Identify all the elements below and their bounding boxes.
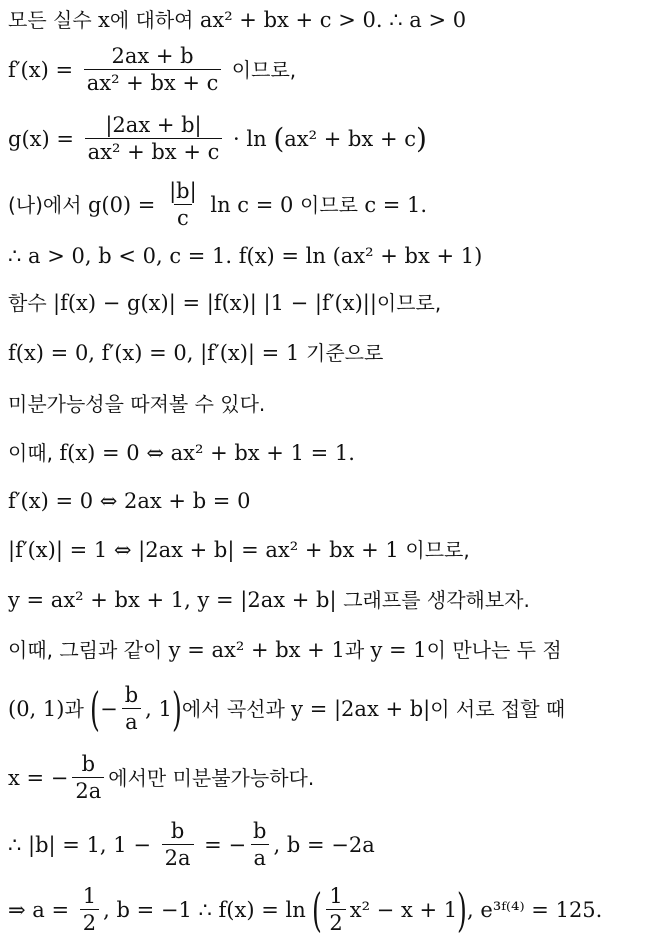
korean-text: 에서 곡선과 bbox=[181, 697, 292, 721]
korean-text: 에 대하여 bbox=[109, 8, 200, 32]
fraction bbox=[162, 821, 194, 869]
math-expression: · ln bbox=[226, 126, 274, 151]
fraction-numerator: b bbox=[124, 683, 139, 707]
korean-text: 이때, bbox=[8, 441, 60, 465]
math-expression: g(0) = bbox=[87, 192, 163, 217]
fraction-numerator: b bbox=[253, 819, 267, 843]
math-expression: f(x) = 0, f′(x) = 0, |f′(x)| = 1 bbox=[8, 340, 306, 365]
large-parenthesis: ( bbox=[90, 682, 101, 736]
math-expression: y = |2ax + b| bbox=[291, 696, 431, 721]
fraction bbox=[84, 46, 222, 94]
solution-line-17 bbox=[8, 883, 603, 937]
solution-line-12 bbox=[8, 576, 530, 624]
korean-text: 기준으로 bbox=[306, 341, 384, 365]
large-parenthesis: ( bbox=[312, 883, 323, 937]
large-parenthesis: ( bbox=[273, 122, 285, 155]
solution-line-07 bbox=[8, 329, 383, 377]
math-expression: y = ax² + bx + 1 bbox=[168, 637, 345, 662]
math-expression: g(x) = bbox=[8, 126, 81, 151]
korean-text: 미분가능성을 따져볼 수 있다. bbox=[8, 392, 266, 416]
solution-line-01 bbox=[8, 0, 466, 44]
solution-line-04 bbox=[8, 181, 427, 229]
fraction bbox=[122, 685, 141, 733]
math-expression: , e³ᶠ⁽⁴⁾ = 125. bbox=[467, 897, 603, 922]
korean-text: 이 서로 접할 때 bbox=[430, 697, 566, 721]
solution-line-05 bbox=[8, 232, 482, 280]
math-expression: = − bbox=[197, 832, 247, 857]
korean-text: 과 bbox=[344, 638, 371, 662]
solution-line-06 bbox=[8, 279, 441, 327]
math-expression: ∴ a > 0, b < 0, c = 1. f(x) = ln (ax² + bx + 1) bbox=[8, 243, 483, 268]
fraction-denominator: 2a bbox=[162, 844, 194, 869]
large-parenthesis: ) bbox=[457, 883, 468, 937]
fraction-denominator: c bbox=[174, 204, 192, 229]
korean-text: 이므로, bbox=[405, 538, 470, 562]
solution-line-16 bbox=[8, 821, 375, 869]
fraction-numerator: 2ax + b bbox=[111, 44, 194, 68]
fraction-denominator: ax² + bx + c bbox=[85, 138, 223, 163]
fraction-numerator: b bbox=[170, 819, 185, 843]
fraction bbox=[250, 821, 269, 869]
fraction-denominator: ax² + bx + c bbox=[84, 69, 222, 94]
math-expression: − bbox=[100, 696, 118, 721]
math-expression: (0, 1) bbox=[8, 696, 65, 721]
fraction bbox=[80, 886, 99, 934]
math-expression: f′(x) = bbox=[8, 57, 80, 82]
korean-text: 이때, 그림과 같이 bbox=[8, 638, 169, 662]
solution-line-15 bbox=[8, 754, 314, 802]
fraction bbox=[166, 181, 200, 229]
fraction-denominator: a bbox=[251, 844, 270, 869]
fraction-denominator: 2a bbox=[72, 777, 104, 802]
korean-text: 이므로, bbox=[376, 291, 442, 315]
korean-text: 과 bbox=[64, 697, 91, 721]
math-expression: , 1 bbox=[145, 696, 172, 721]
fraction-numerator: 1 bbox=[82, 884, 97, 908]
korean-text: 에서만 미분불가능하다. bbox=[108, 766, 315, 790]
solution-line-13 bbox=[8, 626, 562, 674]
fraction-numerator: 1 bbox=[329, 884, 343, 908]
math-expression: c = 1. bbox=[364, 192, 428, 217]
korean-text: 이므로, bbox=[225, 58, 297, 82]
math-expression: x bbox=[98, 7, 110, 32]
fraction-denominator: a bbox=[122, 708, 141, 733]
math-expression: ln c = 0 bbox=[203, 192, 301, 217]
fraction-numerator: |2ax + b| bbox=[105, 113, 202, 137]
fraction bbox=[85, 115, 223, 163]
math-expression: , b = −1 ∴ f(x) = ln bbox=[103, 897, 313, 922]
large-parenthesis: ) bbox=[415, 122, 427, 155]
math-expression: , b = −2a bbox=[273, 832, 375, 857]
math-expression: f′(x) = 0 ⇔ 2ax + b = 0 bbox=[8, 488, 251, 513]
math-expression: x² − x + 1 bbox=[349, 897, 458, 922]
math-expression: |f′(x)| = 1 ⇔ |2ax + b| = ax² + bx + 1 bbox=[8, 537, 406, 562]
math-expression: y = 1 bbox=[370, 637, 427, 662]
math-expression: x = − bbox=[8, 765, 69, 790]
korean-text: 이 만나는 두 점 bbox=[426, 638, 562, 662]
solution-line-09 bbox=[8, 429, 355, 477]
large-parenthesis: ) bbox=[171, 682, 182, 736]
solution-line-03 bbox=[8, 115, 427, 163]
solution-line-10 bbox=[8, 477, 250, 525]
math-expression: ⇒ a = bbox=[8, 897, 76, 922]
fraction-denominator: 2 bbox=[80, 909, 99, 934]
fraction bbox=[72, 754, 104, 802]
solution-line-08 bbox=[8, 380, 265, 428]
korean-text: 모든 실수 bbox=[8, 8, 98, 32]
math-expression: |f(x) − g(x)| = |f(x)| |1 − |f′(x)|| bbox=[53, 290, 377, 315]
math-expression: ∴ |b| = 1, 1 − bbox=[8, 832, 158, 857]
solution-line-14 bbox=[8, 682, 566, 736]
fraction-numerator: b bbox=[81, 752, 96, 776]
korean-text: 그래프를 생각해보자. bbox=[343, 588, 530, 612]
fraction bbox=[326, 886, 345, 934]
fraction-denominator: 2 bbox=[326, 909, 345, 934]
math-expression: ax² + bx + c bbox=[284, 126, 416, 151]
math-expression: f(x) = 0 ⇔ ax² + bx + 1 = 1. bbox=[59, 440, 355, 465]
fraction-numerator: |b| bbox=[169, 179, 197, 203]
math-expression: y = ax² + bx + 1, y = |2ax + b| bbox=[8, 587, 344, 612]
solution-line-11 bbox=[8, 526, 470, 574]
korean-text: 함수 bbox=[8, 291, 53, 315]
solution-line-02 bbox=[8, 46, 296, 94]
korean-text: (나)에서 bbox=[8, 193, 88, 217]
korean-text: 이므로 bbox=[300, 193, 365, 217]
math-expression: ax² + bx + c > 0. ∴ a > 0 bbox=[199, 7, 467, 32]
